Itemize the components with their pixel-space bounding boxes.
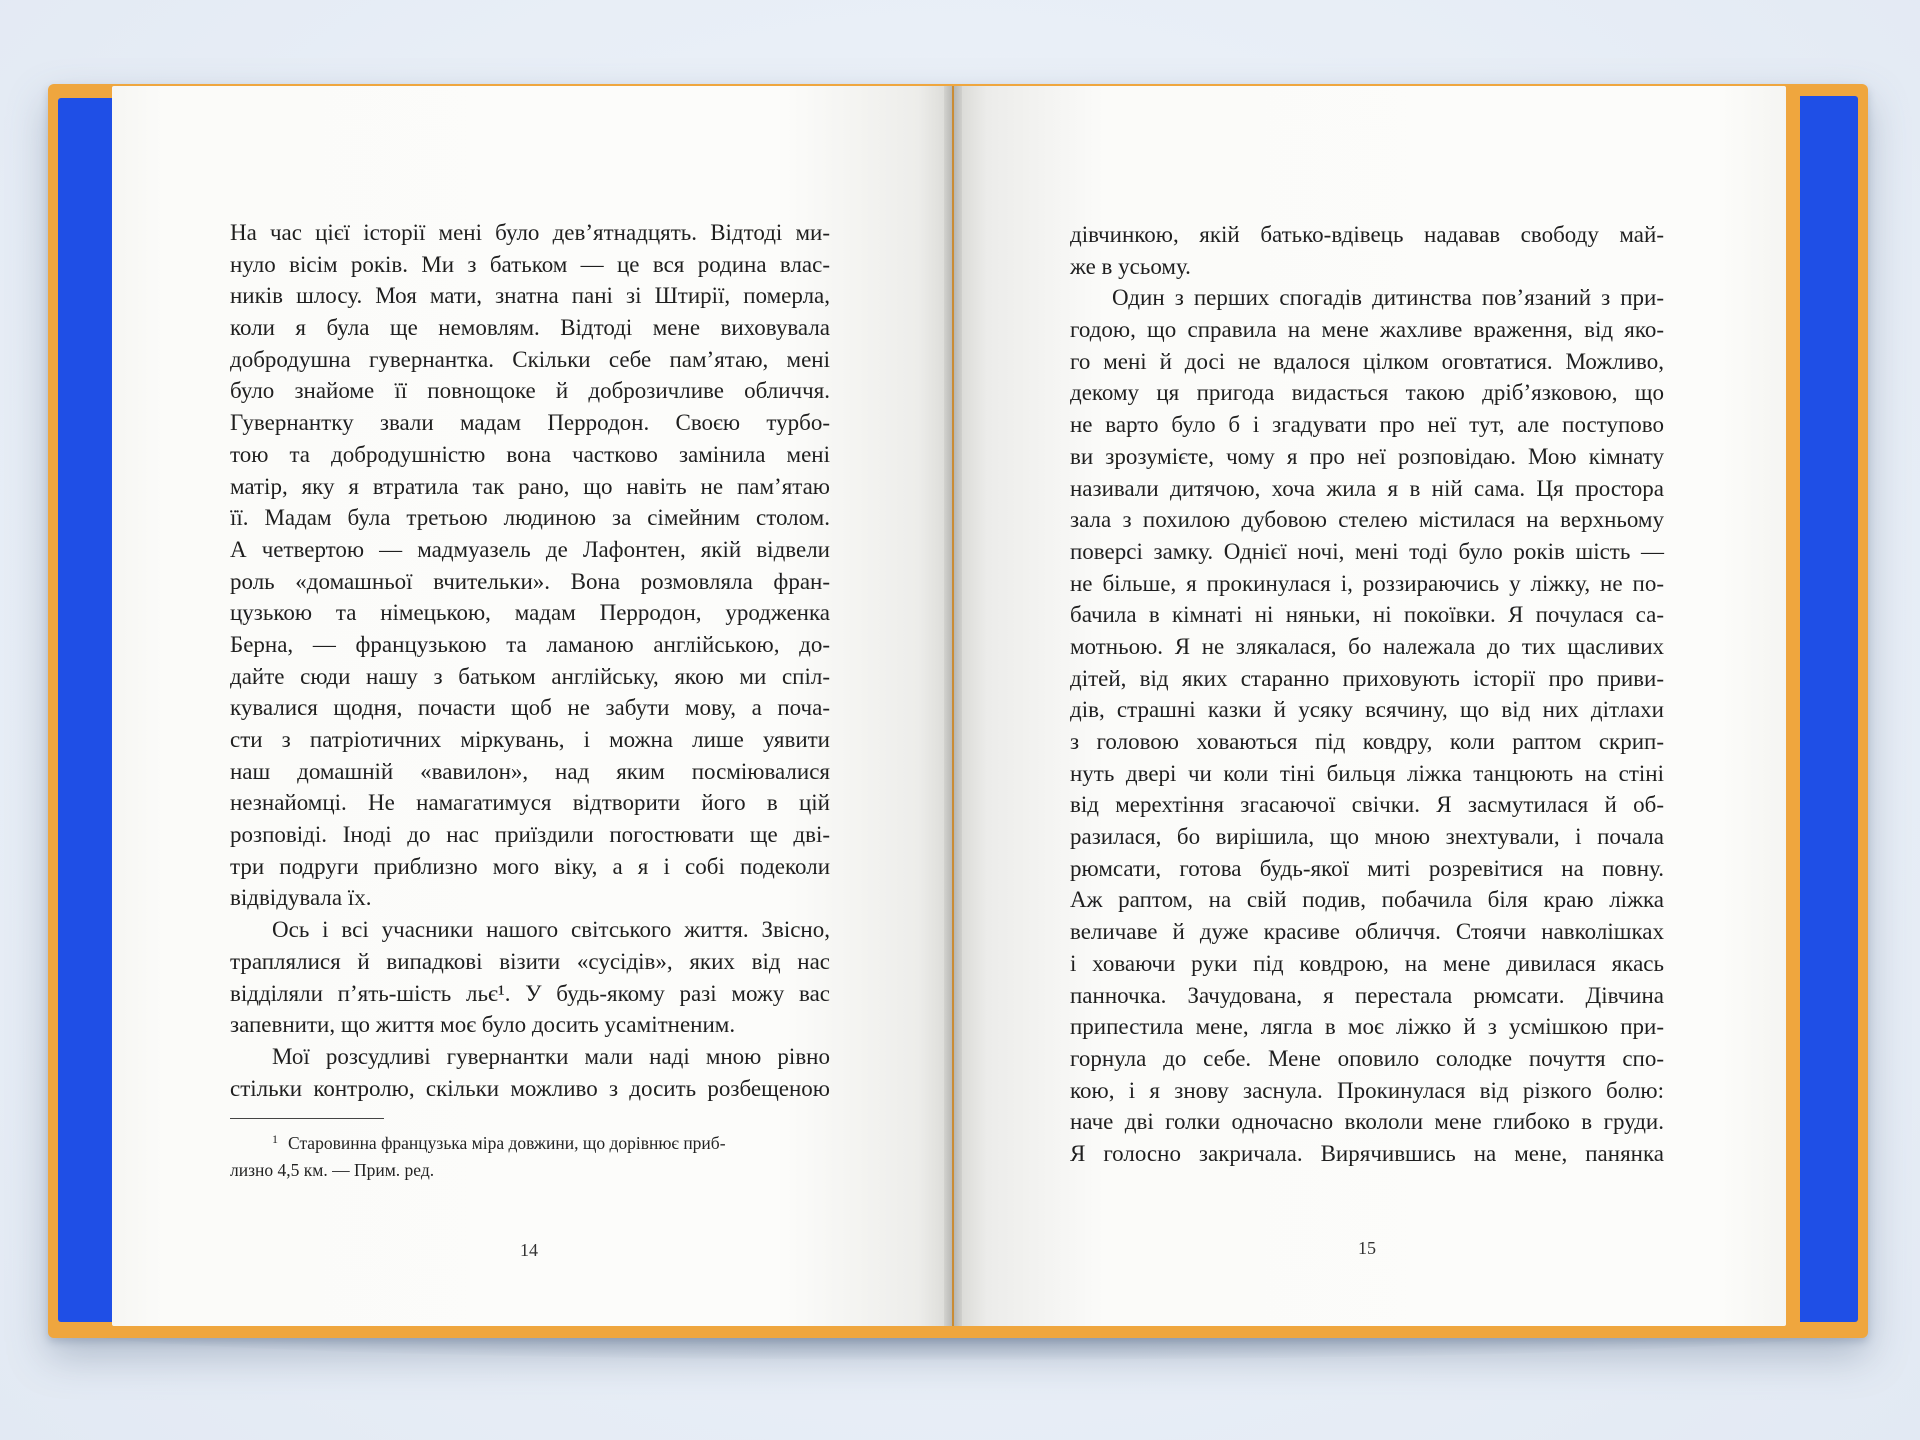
- text-line: коли я була ще немовлям. Відтоді мене виховувала: [230, 315, 830, 341]
- text-line: Один з перших спогадів дитинства пов’язаний з при-: [1112, 285, 1664, 311]
- footnote-line: [230, 1126, 830, 1157]
- text-line: Берна, — французькою та ламаною англійською, до-: [230, 631, 830, 657]
- text-line: величаве й дуже красиве обличчя. Стоячи навколішках: [1070, 919, 1664, 945]
- text-line: відвідувала їх.: [230, 885, 372, 911]
- text-line: і ховаючи руки під ковдрою, на мене дивилася якась: [1070, 950, 1664, 976]
- text-line: горнула до себе. Мене оповило солодке почуття спо-: [1070, 1045, 1664, 1071]
- text-line: стільки контролю, скільки можливо з досить розбещеною: [230, 1075, 830, 1101]
- text-line: мотньою. Я не злякалася, бо належала до тих щасливих: [1070, 633, 1664, 659]
- page-edges-right: [1800, 96, 1858, 1322]
- text-line: годою, що справила на мене жахливе враження, від яко-: [1070, 317, 1664, 343]
- text-line: від мерехтіння згасаючої свічки. Я засмутилася й об-: [1070, 792, 1664, 818]
- text-line: три подруги приблизно мого віку, а я і собі подеколи: [230, 853, 830, 879]
- text-line: незнайомці. Не намагатимуся відтворити його в цій: [230, 790, 830, 816]
- text-line: го мені й досі не вдалося цілком оговтатися. Можливо,: [1070, 348, 1664, 374]
- text-line: її. Мадам була третьою людиною за сімейним столом.: [230, 505, 830, 531]
- text-line: дайте сюди нашу з батьком англійську, якою ми спіл-: [230, 663, 830, 689]
- book-spine-gutter: [944, 86, 962, 1326]
- text-line: наш домашній «вавилон», над яким посміювалися: [230, 758, 830, 784]
- page-number: 14: [520, 1240, 538, 1260]
- text-line: На час цієї історії мені було дев’ятнадцять. Відтоді ми-: [230, 220, 830, 245]
- text-line: наче дві голки одночасно вкололи мене глибоко в груди.: [1070, 1109, 1664, 1135]
- page-number: 15: [1358, 1238, 1376, 1258]
- text-line: припестила мене, лягла в моє ліжко й з усмішкою при-: [1070, 1014, 1664, 1040]
- right-page: [954, 86, 1786, 1326]
- text-line: нуть двері чи коли тіні бильця ліжка танцюють на стіні: [1070, 760, 1664, 786]
- text-line: не варто було б і згадувати про неї тут, але поступово: [1070, 412, 1664, 438]
- text-line: Гувернантку звали мадам Перродон. Своєю турбо-: [230, 410, 830, 436]
- footnote-text: Старовинна французька міра довжини, що дорівнює приб-: [288, 1133, 726, 1153]
- left-page: [112, 86, 952, 1326]
- text-line: було знайоме її повнощоке й доброзичливе обличчя.: [230, 378, 830, 404]
- text-line: кою, і я знову заснула. Прокинулася від різкого болю:: [1070, 1077, 1664, 1103]
- text-line: дів, страшні казки й усяку всячину, що від них дітлахи: [1070, 697, 1664, 723]
- text-line: Мої розсудливі гувернантки мали наді мною рівно: [272, 1043, 830, 1069]
- text-line: зала з похилою дубовою стелею містилася на верхньому: [1070, 507, 1664, 533]
- text-line: разилася, бо вирішила, що мною знехтували, і почала: [1070, 824, 1664, 850]
- footnote: [230, 1126, 830, 1184]
- text-line: цузькою та німецькою, мадам Перродон, уродженка: [230, 600, 830, 626]
- text-line: ників шлосу. Моя мати, знатна пані зі Штирії, померла,: [230, 283, 830, 309]
- text-line: Ось і всі учасники нашого світського життя. Звісно,: [272, 917, 830, 943]
- text-line: ви зрозумієте, чому я про неї розповідаю. Мою кімнату: [1070, 443, 1664, 469]
- text-line: нуло вісім років. Ми з батьком — це вся родина влас-: [230, 251, 830, 277]
- text-line: не більше, я прокинулася і, роззираючись у ліжку, не по-: [1070, 570, 1664, 596]
- text-line: дітей, від яких старанно приховують історії про приви-: [1070, 665, 1664, 691]
- text-line: рюмсати, готова будь-якої миті розревітися на повну.: [1070, 855, 1664, 881]
- text-line: кувалися щодня, почасти щоб не забути мову, а поча-: [230, 695, 830, 721]
- text-line: дівчинкою, якій батько-вдівець надавав свободу май-: [1070, 222, 1664, 247]
- text-line: з головою ховаються під ковдру, коли раптом скрип-: [1070, 729, 1664, 754]
- right-page-text: [1070, 219, 1664, 1170]
- left-page-text: [230, 217, 830, 1104]
- footnote-marker: 1: [272, 1132, 278, 1146]
- text-line: декому ця пригода видасться такою дріб’язковою, що: [1070, 380, 1664, 406]
- text-line: розповіді. Іноді до нас приїздили погостювати ще дві-: [230, 822, 830, 848]
- text-line: А четвертою — мадмуазель де Лафонтен, якій відвели: [230, 536, 830, 562]
- text-line: роль «домашньої вчительки». Вона розмовляла фран-: [230, 568, 830, 594]
- text-line: матір, яку я втратила так рано, що навіть не пам’ятаю: [230, 473, 830, 499]
- footnote-line: лизно 4,5 км. — Прим. ред.: [230, 1160, 435, 1180]
- text-line: відділяли п’ять-шість льє¹. У будь-якому разі можу вас: [230, 980, 830, 1006]
- text-line: запевнити, що життя моє було досить усамітненим.: [230, 1012, 736, 1038]
- text-line: Аж раптом, на свій подив, побачила біля краю ліжка: [1070, 887, 1664, 913]
- text-line: поверсі замку. Однієї ночі, мені тоді було років шість —: [1070, 538, 1664, 564]
- text-line: називали дитячою, хоча жила я в ній сама. Ця простора: [1070, 475, 1664, 501]
- footnote-divider: [230, 1118, 384, 1119]
- text-line: сти з патріотичних міркувань, і можна лише уявити: [230, 727, 830, 752]
- text-line: Я голосно закричала. Вирячившись на мене, панянка: [1070, 1140, 1664, 1166]
- text-line: панночка. Зачудована, я перестала рюмсати. Дівчина: [1070, 982, 1664, 1008]
- text-line: же в усьому.: [1070, 253, 1191, 279]
- text-line: добродушна гувернантка. Скільки себе пам’ятаю, мені: [230, 346, 830, 372]
- text-line: бачила в кімнаті ні няньки, ні покоївки. Я почулася са-: [1070, 602, 1664, 628]
- page-edges-left: [58, 98, 118, 1322]
- text-line: тою та добродушністю вона частково замінила мені: [230, 441, 830, 467]
- text-line: траплялися й випадкові візити «сусідів», яких від нас: [230, 948, 830, 974]
